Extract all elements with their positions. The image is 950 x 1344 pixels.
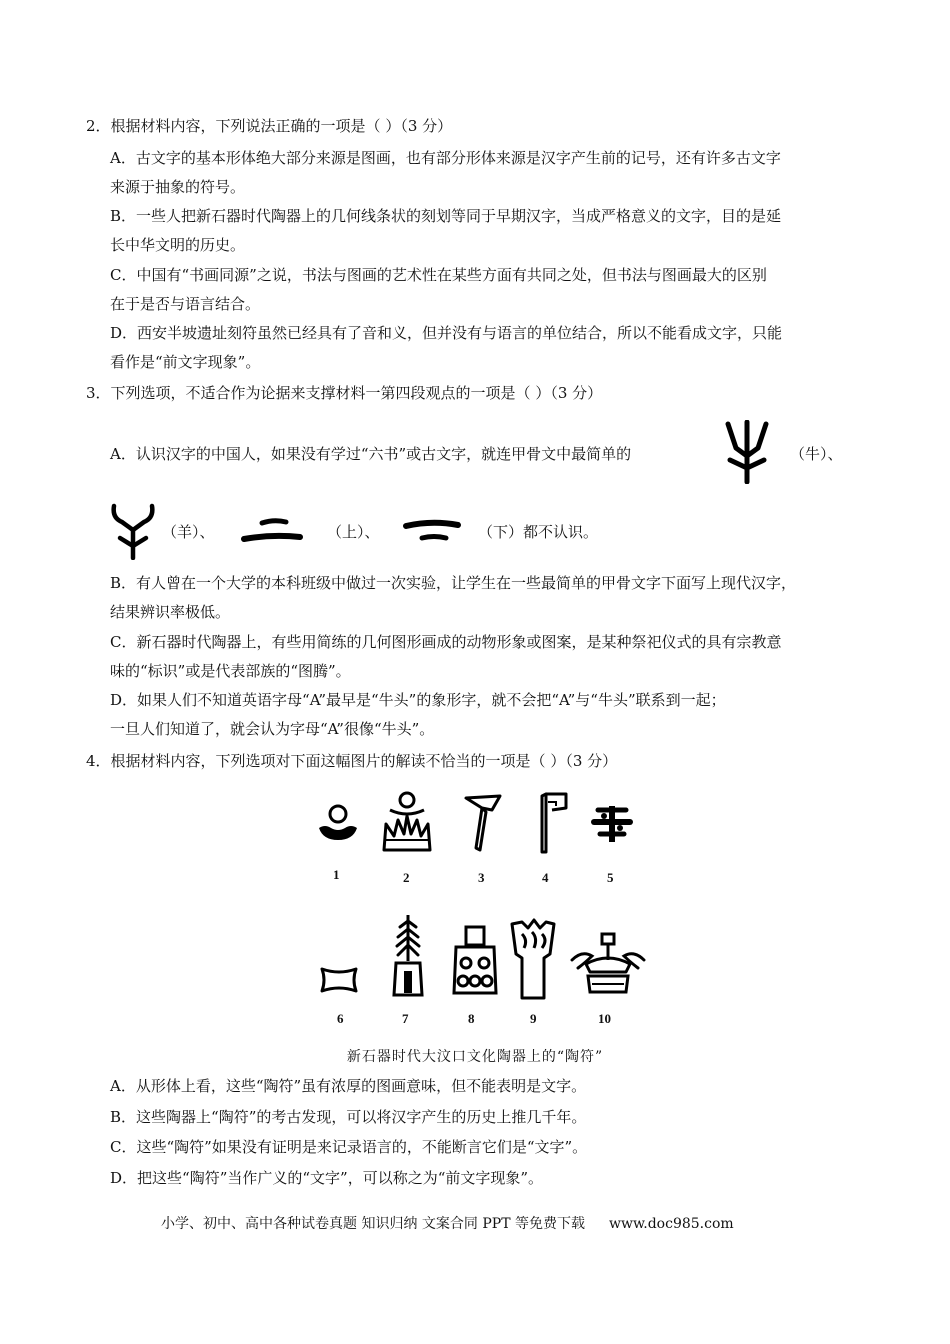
q2-option-d: D．西安半坡遗址刻符虽然已经具有了音和义，但并没有与语言的单位结合，所以不能看成文字，只能 — [110, 324, 783, 342]
q3-stem: 3．下列选项，不适合作为论据来支撑材料一第四段观点的一项是（ ）（3 分） — [86, 384, 603, 402]
q3-option-d-cont: 一旦人们知道了，就会认为字母“A”很像“牛头”。 — [110, 720, 435, 738]
figure-number-10: 10 — [598, 1011, 611, 1026]
pottery-symbol-5 — [590, 800, 634, 844]
pottery-symbol-2 — [380, 790, 434, 854]
footer-text: 小学、初中、高中各种试卷真题 知识归纳 文案合同 PPT 等免费下载 — [161, 1216, 585, 1232]
oracle-up-glyph — [240, 515, 304, 547]
pottery-symbol-7 — [390, 913, 426, 999]
figure-number-8: 8 — [468, 1011, 475, 1026]
figure-caption: 新石器时代大汶口文化陶器上的“陶符” — [346, 1049, 604, 1065]
figure-number-2: 2 — [403, 870, 410, 885]
pottery-symbol-6 — [318, 965, 360, 995]
q3-option-c-cont: 味的“标识”或是代表部族的“图腾”。 — [110, 662, 351, 680]
oracle-ox-glyph — [722, 420, 772, 484]
q2-option-d-cont: 看作是“前文字现象”。 — [110, 353, 261, 371]
q2-option-a: A．古文字的基本形体绝大部分来源是图画，也有部分形体来源是汉字产生前的记号，还有许多古文字 — [110, 149, 781, 167]
pottery-symbol-3 — [462, 790, 504, 852]
footer-link[interactable]: www.doc985.com — [608, 1216, 734, 1232]
pottery-symbol-8 — [450, 925, 500, 997]
q3-down-label: （下）都不认识。 — [478, 523, 599, 541]
figure-number-1: 1 — [333, 867, 340, 882]
pottery-symbol-1 — [315, 804, 361, 844]
page-footer — [161, 1213, 734, 1233]
q3-up-label: （上）、 — [327, 523, 380, 541]
figure-number-6: 6 — [337, 1011, 344, 1026]
q3-ox-label: （牛）、 — [790, 445, 843, 463]
figure-number-4: 4 — [542, 870, 549, 885]
oracle-sheep-glyph — [108, 502, 158, 560]
q3-sheep-label: （羊）、 — [162, 523, 215, 541]
q3-option-d: D．如果人们不知道英语字母“A”最早是“牛头”的象形字，就不会把“A”与“牛头”联系到一起； — [110, 691, 726, 709]
pottery-symbol-9 — [508, 918, 558, 1000]
q4-stem: 4．根据材料内容，下列选项对下面这幅图片的解读不恰当的一项是（ ）（3 分） — [86, 752, 618, 770]
q2-option-b: B．一些人把新石器时代陶器上的几何线条状的刻划等同于早期汉字，当成严格意义的文字，目的是延 — [110, 207, 782, 225]
figure-number-9: 9 — [530, 1011, 537, 1026]
figure-number-5: 5 — [607, 870, 614, 885]
q2-option-c-cont: 在于是否与语言结合。 — [110, 295, 261, 313]
q4-option-c: C．这些“陶符”如果没有证明是来记录语言的，不能断言它们是“文字”。 — [110, 1138, 588, 1156]
oracle-down-glyph — [402, 516, 462, 546]
q3-option-a: A．认识汉字的中国人，如果没有学过“六书”或古文字，就连甲骨文中最简单的 — [110, 445, 632, 463]
q3-option-b-cont: 结果辨识率极低。 — [110, 603, 231, 621]
q2-option-c: C．中国有“书画同源”之说，书法与图画的艺术性在某些方面有共同之处，但书法与图画最大的区别 — [110, 266, 767, 284]
pottery-symbol-4 — [536, 788, 572, 854]
q4-option-d: D．把这些“陶符”当作广义的“文字”，可以称之为“前文字现象”。 — [110, 1169, 544, 1187]
q2-stem: 2．根据材料内容，下列说法正确的一项是（ ）（3 分） — [86, 117, 453, 135]
pottery-symbol-10 — [568, 930, 648, 996]
q4-option-b: B．这些陶器上“陶符”的考古发现，可以将汉字产生的历史上推几千年。 — [110, 1108, 587, 1126]
q3-option-b: B．有人曾在一个大学的本科班级中做过一次实验，让学生在一些最简单的甲骨文字下面写上现代汉字， — [110, 574, 797, 592]
q2-option-a-cont: 来源于抽象的符号。 — [110, 178, 246, 196]
q2-option-b-cont: 长中华文明的历史。 — [110, 236, 246, 254]
q3-option-c: C．新石器时代陶器上，有些用简练的几何图形画成的动物形象或图案，是某种祭祀仪式的具有宗教意 — [110, 633, 782, 651]
q4-option-a: A．从形体上看，这些“陶符”虽有浓厚的图画意味，但不能表明是文字。 — [110, 1077, 587, 1095]
figure-number-7: 7 — [402, 1011, 409, 1026]
figure-number-3: 3 — [478, 870, 485, 885]
